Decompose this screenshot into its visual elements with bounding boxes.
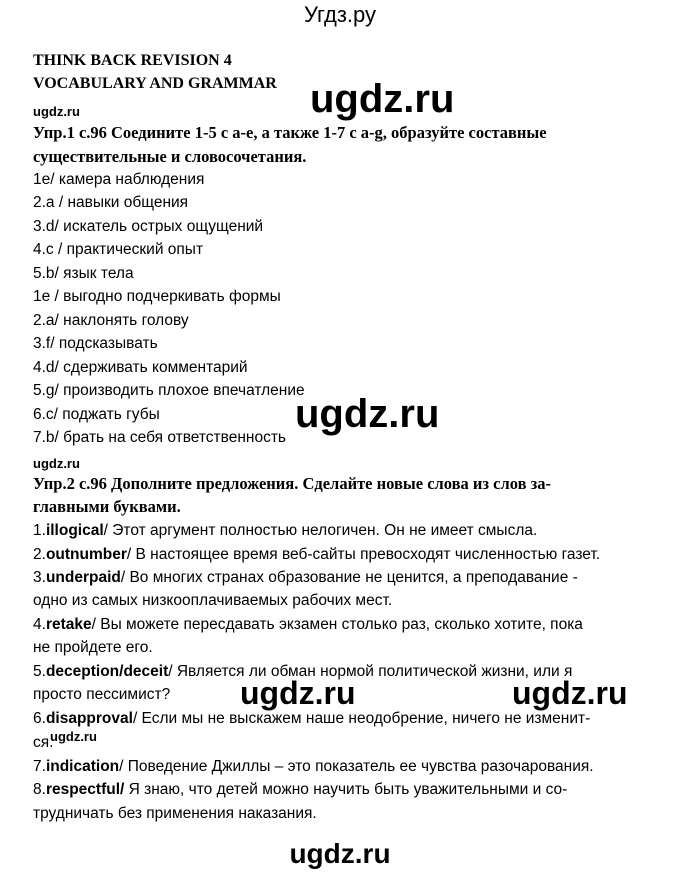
task2-item: 4.retake/ Вы можете пересдавать экзамен столько раз, сколько хотите, пока xyxy=(33,616,583,633)
task1-item: 5.g/ производить плохое впечатление xyxy=(33,382,305,399)
watermark: ugdz.ru xyxy=(295,392,440,436)
answer-word: deception/deceit xyxy=(45,663,169,680)
task1-item: 3.f/ подсказывать xyxy=(33,335,158,352)
task2-heading-cont: главными буквами. xyxy=(33,497,181,516)
watermark-small: ugdz.ru xyxy=(33,104,80,119)
watermark: ugdz.ru xyxy=(512,675,628,711)
task1-item: 1e / выгодно подчеркивать формы xyxy=(33,288,281,305)
site-header: Угдз.ру xyxy=(303,2,377,27)
task2-item-cont: ся. xyxy=(33,734,54,751)
task1-item: 2.a / навыки общения xyxy=(33,194,189,211)
task2-item-cont: не пройдете его. xyxy=(33,639,153,656)
answer-word: indication xyxy=(45,758,120,775)
task1-heading-cont: существительные и словосочетания. xyxy=(33,147,307,166)
task1-item: 6.c/ поджать губы xyxy=(33,406,160,423)
task1-item: 5.b/ язык тела xyxy=(33,265,134,282)
task1-item: 7.b/ брать на себя ответственность xyxy=(33,429,287,446)
task2-item: 8.respectful/ Я знаю, что детей можно научить быть уважительными и со- xyxy=(33,781,568,798)
watermark: ugdz.ru xyxy=(289,838,391,869)
watermark-small: ugdz.ru xyxy=(33,456,80,471)
task2-item: 6.disapproval/ Если мы не выскажем наше неодобрение, ничего не изменит- xyxy=(33,710,591,727)
task1-item: 3.d/ искатель острых ощущений xyxy=(33,218,264,235)
task2-item: 1.illogical/ Этот аргумент полностью нелогичен. Он не имеет смысла. xyxy=(33,522,538,539)
answer-word: retake xyxy=(45,616,92,633)
section-title: THINK BACK REVISION 4 xyxy=(33,52,232,69)
task1-item: 4.c / практический опыт xyxy=(33,241,204,258)
task1-item: 4.d/ сдерживать комментарий xyxy=(33,359,248,376)
task2-item: 2.outnumber/ В настоящее время веб-сайты превосходят численностью газет. xyxy=(33,546,601,563)
watermark: ugdz.ru xyxy=(310,77,455,121)
task2-item-cont: одно из самых низкооплачиваемых рабочих мест. xyxy=(33,592,393,609)
task2-item: 5.deception/deceit/ Является ли обман нормой политической жизни, или я xyxy=(33,663,573,680)
answer-word: underpaid xyxy=(45,569,121,586)
task1-item: 1e/ камера наблюдения xyxy=(33,171,205,188)
answer-word: illogical xyxy=(45,522,104,539)
section-subtitle: VOCABULARY AND GRAMMAR xyxy=(33,75,277,92)
answer-word: respectful/ xyxy=(45,781,125,798)
task2-heading: Упр.2 с.96 Дополните предложения. Сделайте новые слова из слов за- xyxy=(33,474,552,493)
watermark: ugdz.ru xyxy=(240,675,356,711)
task2-item-cont: трудничать без применения наказания. xyxy=(33,805,317,822)
answer-word: outnumber xyxy=(45,546,127,563)
watermark-small: ugdz.ru xyxy=(50,729,97,744)
task1-item: 2.a/ наклонять голову xyxy=(33,312,189,329)
task2-item-cont: просто пессимист? xyxy=(33,686,171,703)
task2-item: 3.underpaid/ Во многих странах образование не ценится, а преподавание - xyxy=(33,569,578,586)
answer-word: disapproval xyxy=(45,710,133,727)
task2-item: 7.indication/ Поведение Джиллы – это показатель ее чувства разочарования. xyxy=(33,758,594,775)
task1-heading: Упр.1 с.96 Соедините 1-5 с a-e, а также 1-7 с a-g, образуйте составные xyxy=(33,123,547,142)
